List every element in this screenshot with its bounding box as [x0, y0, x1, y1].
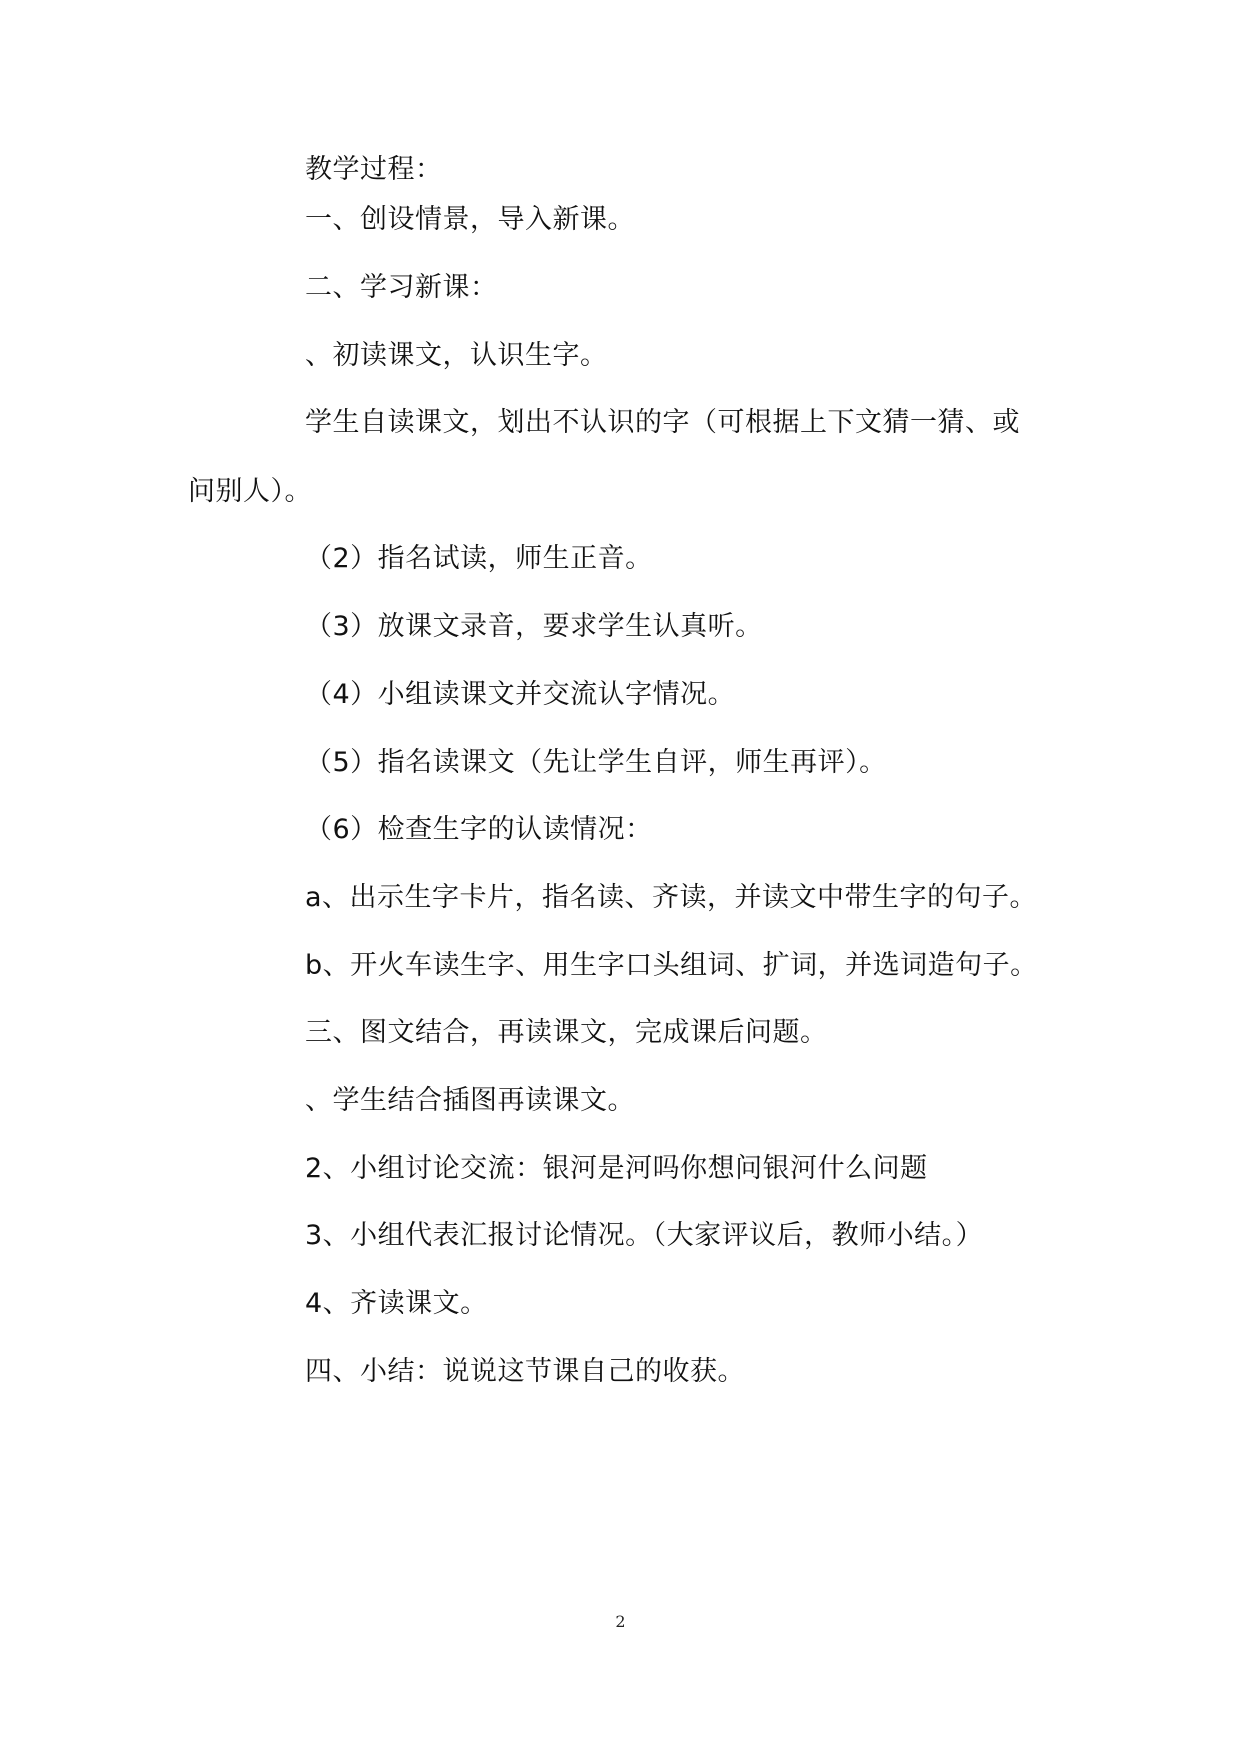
list-item-4: （4）小组读课文并交流认字情况。 — [305, 679, 736, 710]
list-item-5: （5）指名读课文（先让学生自评，师生再评）。 — [305, 747, 887, 778]
paragraph-self-reading: 学生自读课文，划出不认识的字（可根据上下文猜一猜、或 — [305, 407, 1020, 438]
list-item-b: b、开火车读生字、用生字口头组词、扩词，并选词造句子。 — [305, 950, 1038, 981]
list-item-2: （2）指名试读，师生正音。 — [305, 543, 653, 574]
substep-first-reading: 、初读课文，认识生字。 — [305, 340, 608, 371]
substep-reread: 、学生结合插图再读课文。 — [305, 1085, 635, 1116]
section-heading-process: 教学过程： — [305, 154, 443, 185]
substep-3-report: 3、小组代表汇报讨论情况。（大家评议后，教师小结。） — [305, 1220, 984, 1251]
paragraph-self-reading-continued: 问别人）。 — [188, 476, 312, 507]
step-two-heading: 二、学习新课： — [305, 272, 498, 303]
list-item-a: a、出示生字卡片，指名读、齐读，并读文中带生字的句子。 — [305, 882, 1038, 913]
list-item-6: （6）检查生字的认读情况： — [305, 814, 653, 845]
substep-4-read-aloud: 4、齐读课文。 — [305, 1288, 488, 1319]
step-three-heading: 三、图文结合，再读课文，完成课后问题。 — [305, 1017, 828, 1048]
substep-2-discussion: 2、小组讨论交流：银河是河吗你想问银河什么问题 — [305, 1153, 928, 1184]
list-item-3: （3）放课文录音，要求学生认真听。 — [305, 611, 763, 642]
step-one-heading: 一、创设情景，导入新课。 — [305, 204, 635, 235]
page-number: 2 — [615, 1612, 626, 1631]
step-four-summary: 四、小结：说说这节课自己的收获。 — [305, 1356, 745, 1387]
